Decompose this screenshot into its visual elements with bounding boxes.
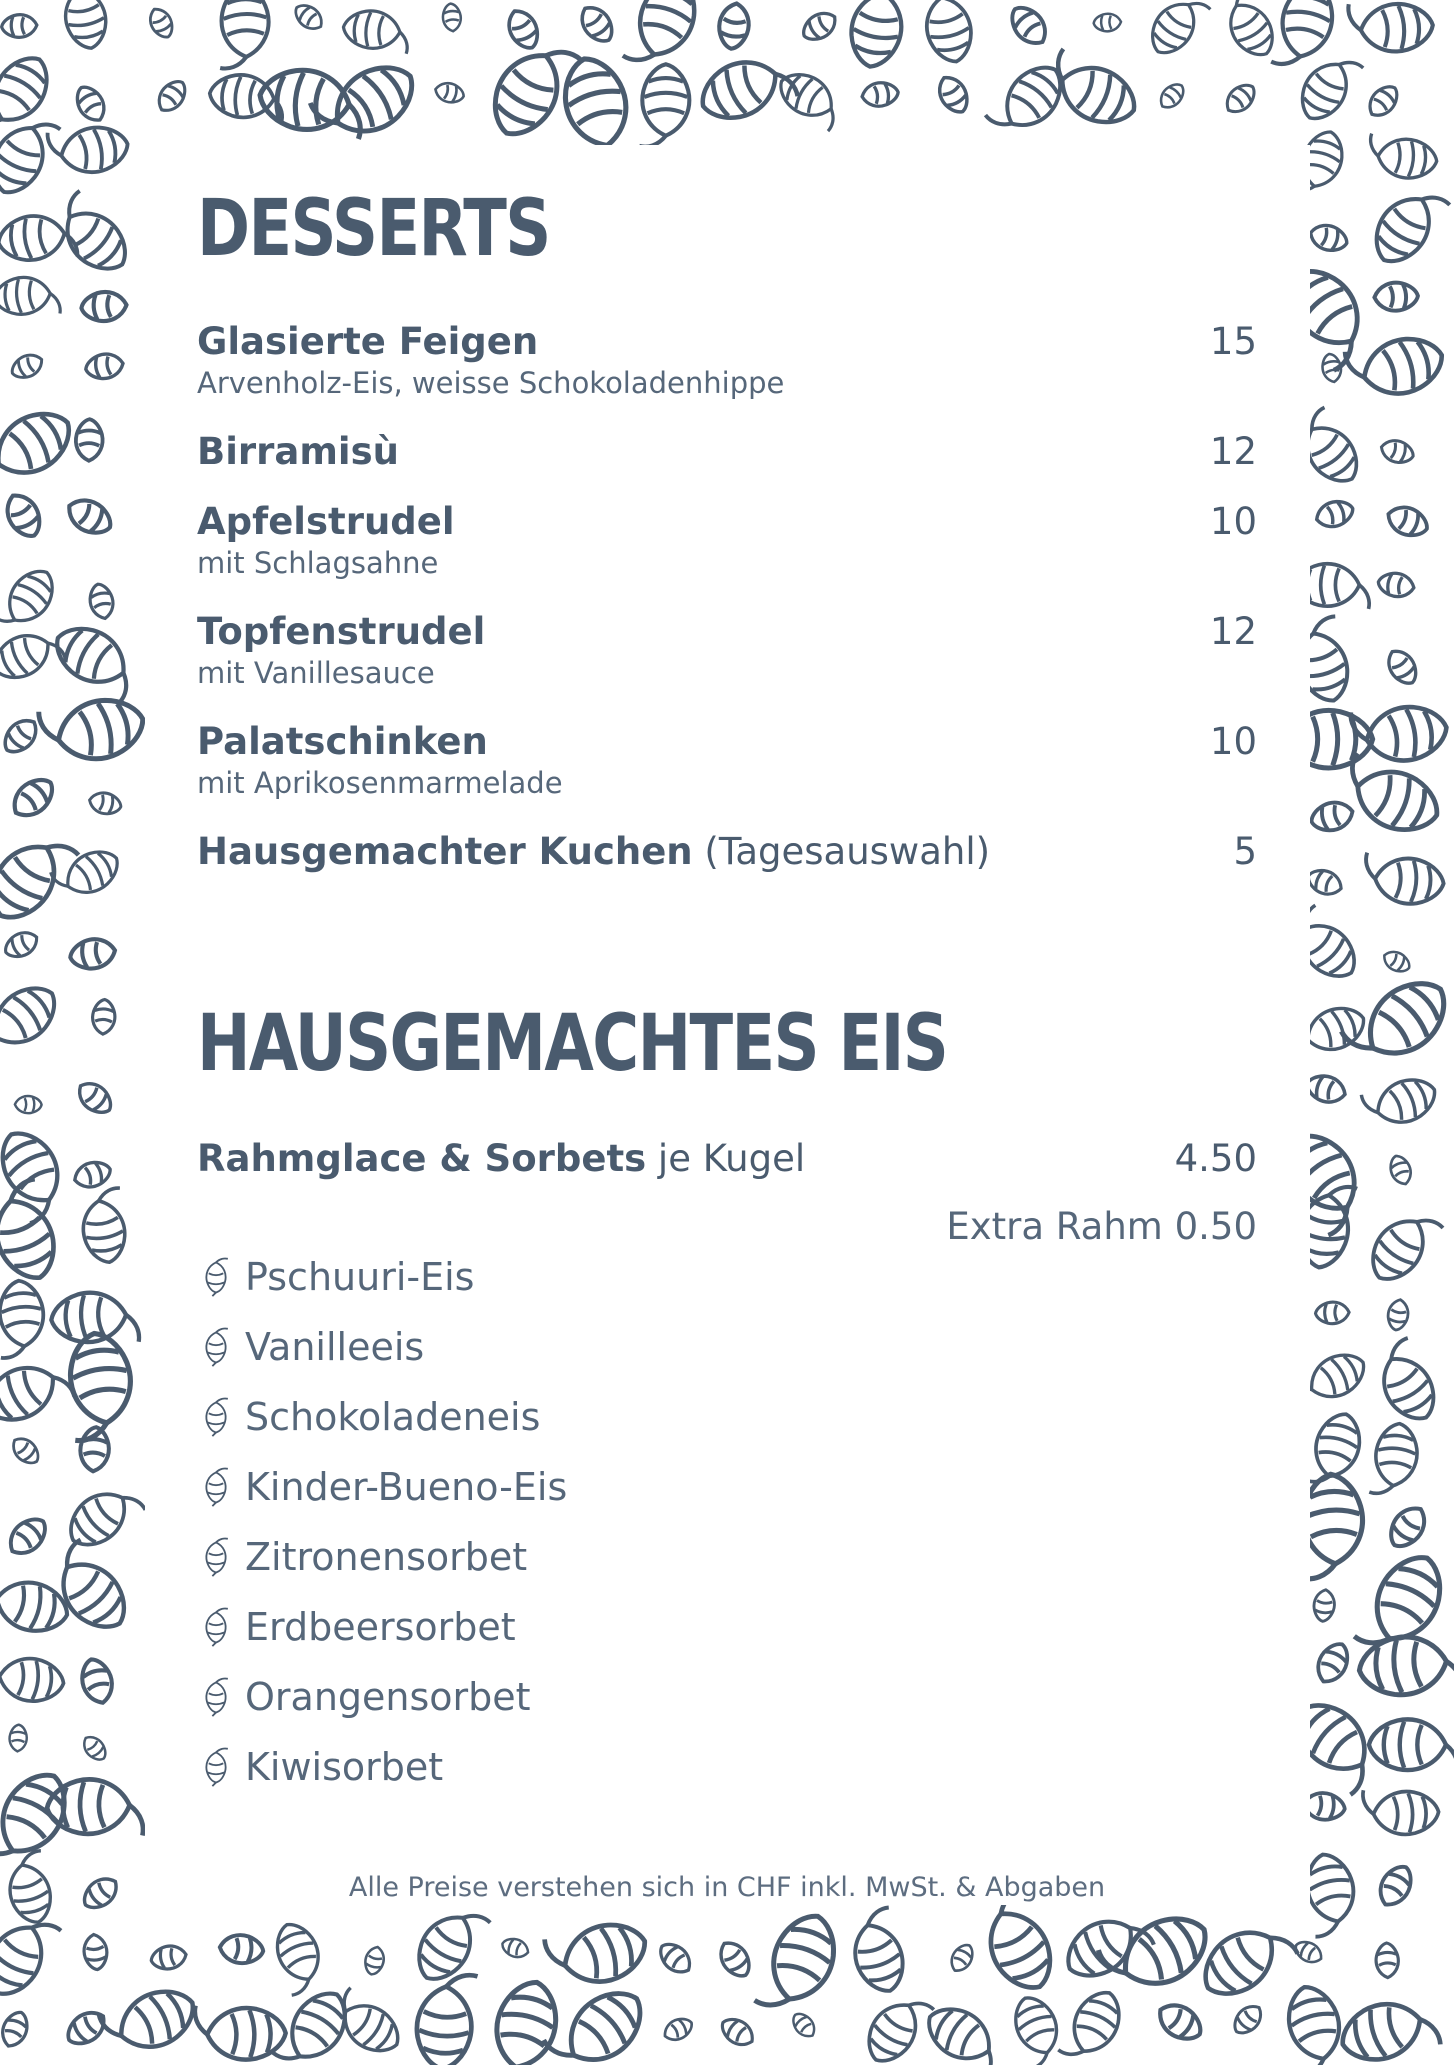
dessert-item	[197, 500, 1257, 580]
flavor-item	[197, 1745, 443, 1789]
hop-icon	[197, 1257, 235, 1297]
flavor-item	[197, 1675, 531, 1719]
flavor-item	[197, 1605, 516, 1649]
hop-icon	[197, 1327, 235, 1367]
dessert-name: Birramisù	[197, 430, 399, 473]
flavor-label: Kiwisorbet	[245, 1745, 444, 1789]
flavor-label: Erdbeersorbet	[245, 1605, 516, 1649]
desserts-heading: DESSERTS	[197, 184, 550, 274]
flavor-label: Kinder-Bueno-Eis	[245, 1465, 568, 1509]
flavor-item	[197, 1465, 567, 1509]
dessert-price: 5	[1233, 830, 1257, 873]
dessert-item	[197, 430, 1257, 474]
hop-icon	[197, 1607, 235, 1647]
dessert-price: 10	[1209, 720, 1257, 763]
hop-icon	[197, 1537, 235, 1577]
dessert-item	[197, 320, 1257, 400]
flavor-item	[197, 1255, 474, 1299]
flavor-label: Orangensorbet	[245, 1675, 531, 1719]
dessert-description: mit Aprikosenmarmelade	[197, 766, 563, 800]
flavor-item	[197, 1325, 424, 1369]
dessert-item	[197, 830, 1257, 874]
hop-icon	[197, 1397, 235, 1437]
dessert-item	[197, 610, 1257, 690]
dessert-description: mit Schlagsahne	[197, 546, 439, 580]
dessert-description: mit Vanillesauce	[197, 656, 435, 690]
flavor-label: Zitronensorbet	[245, 1535, 528, 1579]
flavor-label: Pschuuri-Eis	[245, 1255, 475, 1299]
extra-cream-price: Extra Rahm 0.50	[946, 1205, 1257, 1248]
flavor-label: Schokoladeneis	[245, 1395, 541, 1439]
icecream-name: Rahmglace & Sorbets je Kugel	[197, 1137, 806, 1180]
hop-icon	[197, 1467, 235, 1507]
dessert-item	[197, 720, 1257, 800]
dessert-name: Glasierte Feigen	[197, 320, 539, 363]
hop-icon	[197, 1677, 235, 1717]
dessert-name: Apfelstrudel	[197, 500, 455, 543]
dessert-name: Hausgemachter Kuchen (Tagesauswahl)	[197, 830, 991, 873]
icecream-price-line	[197, 1137, 1257, 1181]
dessert-price: 10	[1209, 500, 1257, 543]
dessert-price: 15	[1209, 320, 1257, 363]
dessert-name: Topfenstrudel	[197, 610, 486, 653]
flavor-item	[197, 1395, 540, 1439]
price-footnote: Alle Preise verstehen sich in CHF inkl. MwSt. & Abgaben	[0, 1872, 1454, 1903]
icecream-price: 4.50	[1174, 1137, 1257, 1180]
flavor-item	[197, 1535, 527, 1579]
dessert-price: 12	[1209, 610, 1257, 653]
icecream-heading: HAUSGEMACHTES EIS	[197, 999, 948, 1089]
dessert-price: 12	[1209, 430, 1257, 473]
flavor-label: Vanilleeis	[245, 1325, 425, 1369]
dessert-description: Arvenholz-Eis, weisse Schokoladenhippe	[197, 366, 785, 400]
dessert-name: Palatschinken	[197, 720, 488, 763]
hop-icon	[197, 1747, 235, 1787]
